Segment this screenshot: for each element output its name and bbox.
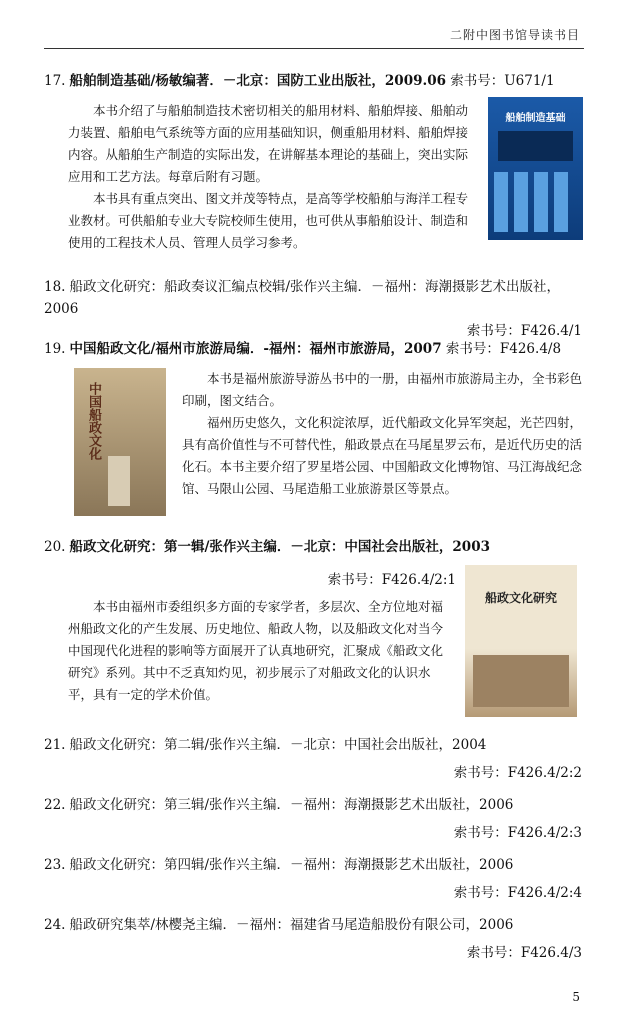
entry-citation: 船政文化研究：第一辑/张作兴主编．－北京：中国社会出版社，2003 — [69, 539, 490, 555]
entry-number: 22. — [44, 797, 66, 813]
entry-citation: 船舶制造基础/杨敏编著．－北京：国防工业出版社，2009.06 — [69, 73, 446, 89]
description-paragraph: 本书是福州旅游导游丛书中的一册，由福州市旅游局主办，全书彩色印刷，图文结合。 — [182, 371, 583, 408]
entry-number: 20. — [44, 539, 66, 555]
entry-22 — [44, 794, 582, 844]
cover-stripe — [494, 172, 508, 232]
book-cover-19 — [74, 368, 166, 516]
call-number: 索书号：U671/1 — [450, 73, 555, 89]
entry-19 — [44, 338, 582, 360]
entry-number: 23. — [44, 857, 66, 873]
cover-stripe — [554, 172, 568, 232]
entry-citation: 船政文化研究：第二辑/张作兴主编．－北京：中国社会出版社，2004 — [69, 737, 487, 753]
cover-title: 船政文化研究 — [484, 591, 557, 605]
cover-photo — [473, 655, 569, 707]
entry-17 — [44, 70, 582, 92]
call-number: 索书号：F426.4/3 — [466, 945, 582, 961]
book-cover-20 — [465, 565, 577, 717]
description-paragraph: 本书具有重点突出、图文并茂等特点，是高等学校船舶与海洋工程专业教材。可供船舶专业大专院校师生使用，也可供从事船舶设计、制造和使用的工程技术人员、管理人员学习参考。 — [68, 191, 469, 250]
entry-citation: 中国船政文化/福州市旅游局编．-福州：福州市旅游局，2007 — [69, 341, 442, 357]
cover-stripe — [534, 172, 548, 232]
header-rule — [44, 48, 584, 49]
description-paragraph: 福州历史悠久，文化积淀浓厚，近代船政文化异军突起，光芒四射，具有高价值性与不可替代性，船政景点在马尾星罗云布，是近代历史的活化石。本书主要介绍了罗星塔公园、中国船政文化博物馆、马江海战纪念馆、马限山公园、马尾造船工业旅游景区等景点。 — [182, 415, 583, 496]
entry-citation: 船政文化研究：船政奏议汇编点校辑/张作兴主编．－福州：海潮摄影艺术出版社，2006 — [44, 279, 561, 317]
cover-stripe — [514, 172, 528, 232]
entry-number: 21. — [44, 737, 66, 753]
entry-20-description — [68, 596, 454, 706]
description-paragraph: 本书介绍了与船舶制造技术密切相关的船用材料、船舶焊接、船舶动力装置、船舶电气系统等方面的应用基础知识，侧重船用材料、船舶焊接内容。从船舶生产制造的实际出发，在讲解基本理论的基础上，突出实际应用和工艺方法。每章后附有习题。 — [68, 103, 469, 184]
call-number: 索书号：F426.4/2:3 — [453, 825, 582, 841]
description-paragraph: 本书由福州市委组织多方面的专家学者，多层次、全方位地对福州船政文化的产生发展、历史地位、船政人物，以及船政文化对当今中国现代化进程的影响等方面展开了认真地研究，汇聚成《船政文化研究》系列。其中不乏真知灼见，初步展示了对船政文化的认识水平，具有一定的学术价值。 — [68, 599, 444, 702]
call-number: 索书号：F426.4/8 — [445, 341, 562, 357]
entry-citation: 船政研究集萃/林樱尧主编．－福州：福建省马尾造船股份有限公司，2006 — [69, 917, 514, 933]
entry-20 — [44, 536, 582, 558]
entry-number: 18. — [44, 279, 66, 295]
entry-21 — [44, 734, 582, 784]
entry-number: 17. — [44, 73, 66, 89]
call-number: 索书号：F426.4/2:2 — [453, 765, 582, 781]
cover-title: 船舶制造基础 — [505, 113, 566, 124]
book-cover-17 — [488, 97, 583, 240]
entry-18 — [44, 276, 582, 342]
entry-number: 19. — [44, 341, 66, 357]
page-number: 5 — [572, 990, 580, 1004]
cover-figure — [108, 456, 130, 506]
entry-17-description — [68, 100, 480, 254]
running-header: 二附中图书馆导读书目 — [449, 28, 580, 42]
cover-title: 中国船政文化 — [86, 382, 101, 460]
call-number: 索书号：F426.4/2:1 — [327, 572, 456, 588]
entry-24 — [44, 914, 582, 964]
entry-number: 24. — [44, 917, 66, 933]
entry-19-description — [182, 368, 584, 500]
call-number: 索书号：F426.4/1 — [466, 323, 582, 339]
entry-citation: 船政文化研究：第三辑/张作兴主编．－福州：海潮摄影艺术出版社，2006 — [69, 797, 514, 813]
call-number: 索书号：F426.4/2:4 — [453, 885, 582, 901]
entry-23 — [44, 854, 582, 904]
cover-photo — [498, 131, 573, 161]
entry-citation: 船政文化研究：第四辑/张作兴主编．－福州：海潮摄影艺术出版社，2006 — [69, 857, 514, 873]
